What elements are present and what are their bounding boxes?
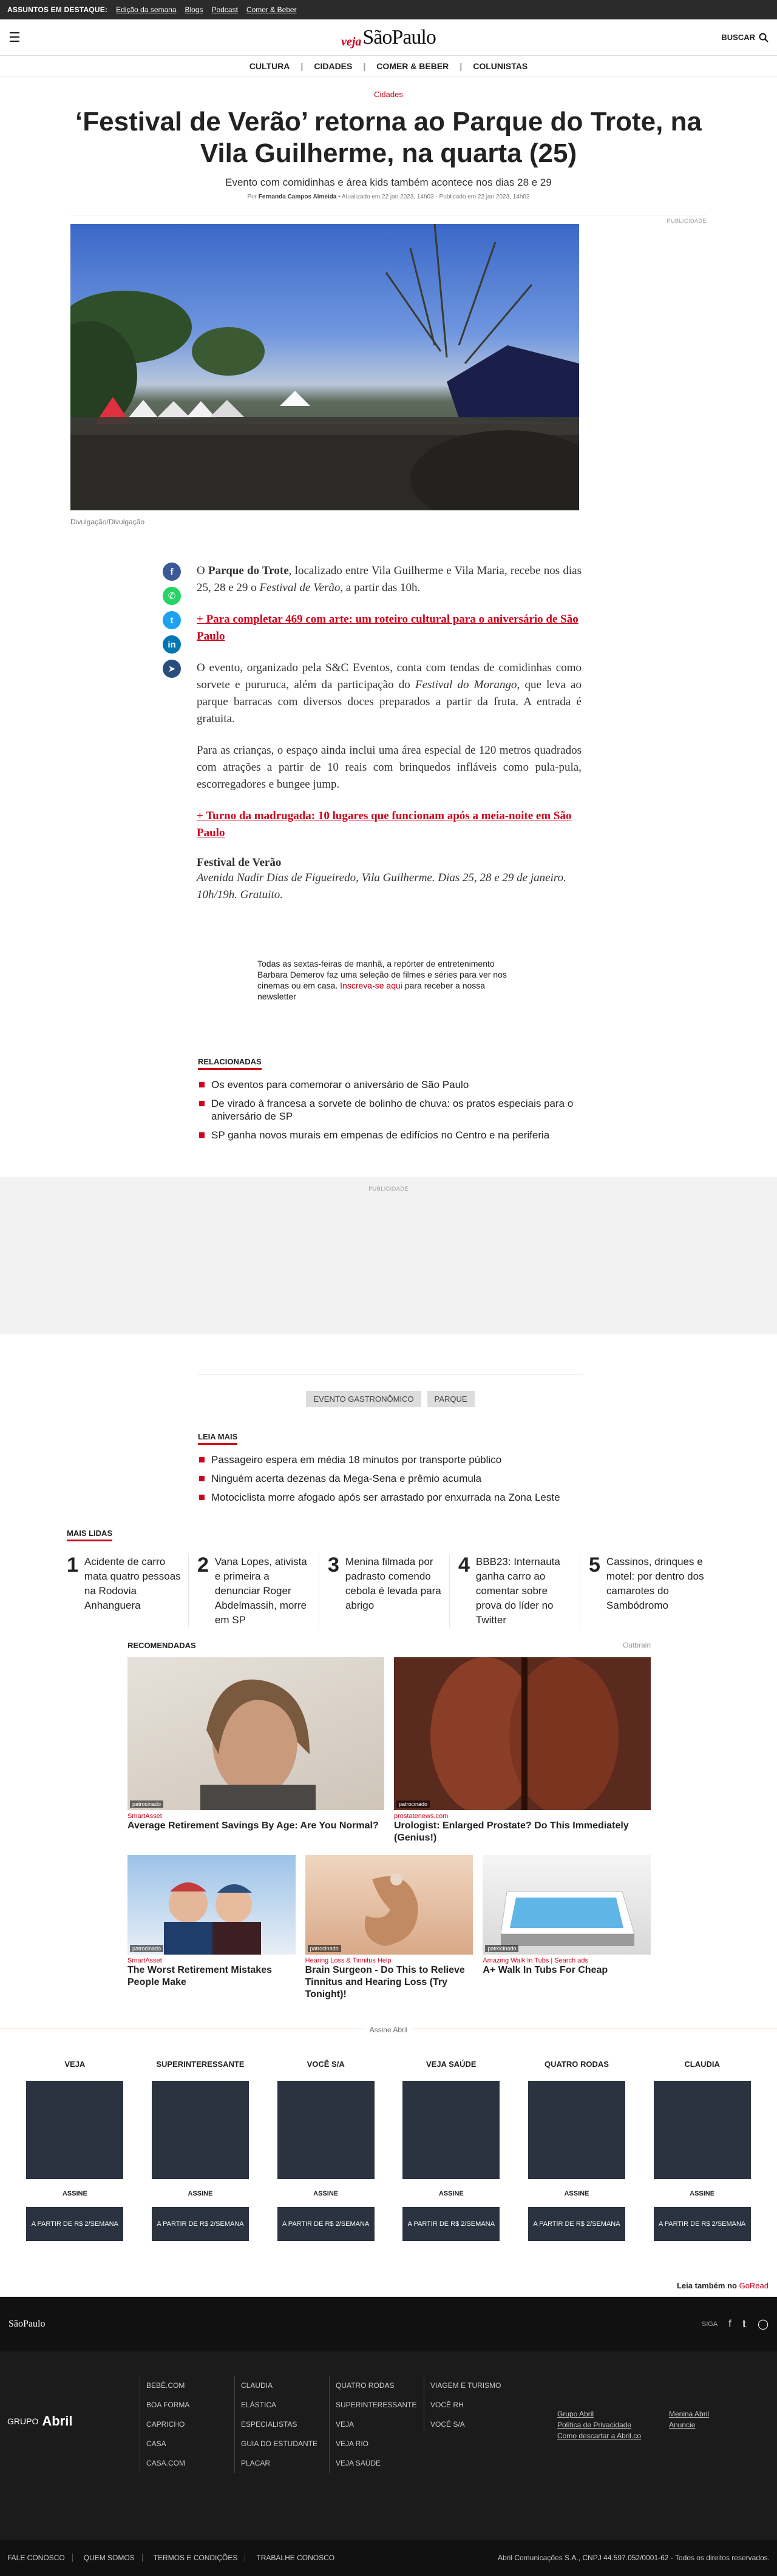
- footer-column: [424, 2376, 501, 2434]
- topbar-link[interactable]: Blogs: [185, 5, 203, 14]
- most-read-title: MAIS LIDAS: [67, 1529, 112, 1541]
- footer-link[interactable]: VEJA RIO: [329, 2434, 416, 2453]
- topbar: [0, 0, 777, 19]
- footer-links: [0, 2351, 777, 2540]
- related-title: RELACIONADAS: [198, 1057, 262, 1070]
- footer-column: [329, 2376, 416, 2473]
- logo-saopaulo: SãoPaulo: [362, 25, 436, 49]
- recommended-source: Amazing Walk In Tubs | Search ads: [483, 1957, 588, 1964]
- magazine-offer: [651, 2060, 754, 2241]
- magazine-name: QUATRO RODAS: [544, 2060, 609, 2069]
- subscribe-button[interactable]: A PARTIR DE R$ 2/SEMANA: [277, 2207, 375, 2241]
- footer-link[interactable]: QUEM SOMOS: [84, 2554, 143, 2562]
- most-read-item[interactable]: 1 Acidente de carro mata quatro pessoas na Rodovia Anhanguera: [67, 1555, 189, 1628]
- leia-tambem-label: Leia também no: [676, 2281, 737, 2290]
- assine-label: ASSINE: [564, 2190, 589, 2197]
- footer-link[interactable]: CASA: [140, 2434, 189, 2453]
- grupo-abril-logo[interactable]: GRUPO Abril: [7, 2413, 73, 2429]
- most-read-section: [67, 1528, 710, 1628]
- related-inline-link[interactable]: + Para completar 469 com arte: um roteiro cultural para o aniversário de São Paulo: [197, 613, 579, 643]
- nav-item-cultura[interactable]: CULTURA: [249, 61, 290, 71]
- footer-column: [557, 2409, 641, 2441]
- event-info-body: Avenida Nadir Dias de Figueiredo, Vila Guilherme. Dias 25, 28 e 29 de janeiro. 10h/19h. Gratuito.: [197, 871, 566, 901]
- magazine-name: SUPERINTERESSANTE: [156, 2060, 245, 2069]
- ad-slot: [0, 1177, 777, 1334]
- footer-link[interactable]: CLAUDIA: [234, 2376, 317, 2395]
- ad-label: PUBLICIDADE: [368, 1186, 409, 1192]
- subscribe-button[interactable]: A PARTIR DE R$ 2/SEMANA: [152, 2207, 249, 2241]
- hamburger-menu-icon[interactable]: ☰: [8, 29, 21, 45]
- facebook-share-icon[interactable]: f: [163, 563, 181, 581]
- magazine-cover[interactable]: [152, 2081, 249, 2179]
- site-header: [0, 19, 777, 56]
- read-more-title: LEIA MAIS: [198, 1432, 237, 1445]
- instagram-icon[interactable]: ◯: [758, 2319, 769, 2330]
- related-section: [198, 1056, 583, 1141]
- topbar-link[interactable]: Comer & Beber: [246, 5, 297, 14]
- recommended-headline: A+ Walk In Tubs For Cheap: [483, 1965, 608, 1975]
- tag[interactable]: EVENTO GASTRONÔMICO: [306, 1391, 421, 1407]
- sponsored-badge: patrocinado: [396, 1800, 430, 1808]
- recommended-source: Hearing Loss & Tinnitus Help: [305, 1957, 392, 1964]
- footer-link[interactable]: Anuncie: [669, 2421, 696, 2429]
- footer-link[interactable]: ESPECIALISTAS: [234, 2415, 317, 2434]
- sponsored-badge: patrocinado: [308, 1945, 341, 1952]
- magazine-cover[interactable]: [277, 2081, 375, 2179]
- recommended-card[interactable]: [305, 1855, 473, 2001]
- footer-link[interactable]: Menina Abril: [669, 2410, 710, 2418]
- page-title: ‘Festival de Verão’ retorna ao Parque do Trote, na Vila Guilherme, na quarta (25): [75, 107, 702, 168]
- footer-link[interactable]: TERMOS E CONDIÇÕES: [154, 2554, 246, 2562]
- magazine-offer: [525, 2060, 628, 2241]
- newsletter-signup-link[interactable]: Inscreva-se aqui: [340, 981, 402, 990]
- facebook-icon[interactable]: f: [728, 2319, 731, 2329]
- recommended-card[interactable]: [483, 1855, 651, 2001]
- magazine-offers: [0, 2040, 777, 2241]
- sponsored-badge: patrocinado: [485, 1945, 518, 1952]
- tag[interactable]: PARQUE: [427, 1391, 475, 1407]
- whatsapp-share-icon[interactable]: ✆: [163, 587, 181, 605]
- recommended-headline: Urologist: Enlarged Prostate? Do This Immediately (Genius!): [394, 1820, 629, 1843]
- most-read-item[interactable]: 3 Menina filmada por padrasto comendo cebola é levada para abrigo: [328, 1555, 450, 1628]
- logo-veja: veja: [341, 35, 362, 49]
- footer-link[interactable]: CAPRICHO: [140, 2415, 189, 2434]
- magazine-name: VOCÊ S/A: [307, 2060, 345, 2069]
- sponsored-badge: patrocinado: [130, 1800, 163, 1808]
- magazine-offer: [399, 2060, 503, 2241]
- magazine-offer: [274, 2060, 378, 2241]
- byline-prefix: Por: [247, 194, 257, 200]
- twitter-share-icon[interactable]: t: [163, 611, 181, 629]
- recommended-source: SmartAsset: [127, 1813, 162, 1820]
- footer-link[interactable]: SUPERINTERESSANTE: [329, 2395, 416, 2415]
- paragraph: Para as crianças, o espaço ainda inclui uma área especial de 120 metros quadrados com atrações a partir de 10 reais com brinquedos infláveis como pula-pula, escorregadores e bungee jump.: [197, 744, 582, 791]
- search-icon: [759, 33, 769, 42]
- footer-link[interactable]: VEJA: [329, 2415, 416, 2434]
- footer-link[interactable]: TRABALHE CONOSCO: [256, 2554, 335, 2562]
- magazine-cover[interactable]: [654, 2081, 751, 2179]
- festival-photo: [70, 224, 579, 510]
- list-item[interactable]: Os eventos para comemorar o aniversário de São Paulo: [198, 1078, 583, 1091]
- footer-link[interactable]: Como descartar a Abril.co: [557, 2432, 642, 2440]
- article-body: [168, 563, 582, 904]
- read-more-section: [198, 1432, 583, 1504]
- footer-link[interactable]: BEBÊ.COM: [140, 2376, 189, 2395]
- footer-link[interactable]: FALE CONOSCO: [7, 2554, 73, 2562]
- list-item[interactable]: Passageiro espera em média 18 minutos por transporte público: [198, 1453, 583, 1466]
- article-photo: [70, 224, 579, 526]
- article-subtitle: Evento com comidinhas e área kids também acontece nos dias 28 e 29: [225, 177, 552, 188]
- list-item[interactable]: SP ganha novos murais em empenas de edifícios no Centro e na periferia: [198, 1129, 583, 1141]
- photo-caption: Divulgação/Divulgação: [70, 518, 145, 526]
- assine-label: ASSINE: [438, 2190, 464, 2197]
- list-item[interactable]: De virado à francesa a sorvete de bolinho de chuva: os pratos especiais para o aniversário de SP: [198, 1097, 583, 1123]
- newsletter-promo: Todas as sextas-feiras de manhã, a repórter de entretenimento Barbara Demerov faz uma seleção de filmes e séries para ver nos cinemas ou em casa. Inscreva-se aqui para receber a nossa newsletter: [257, 959, 507, 1001]
- footer-link[interactable]: PLACAR: [234, 2453, 317, 2473]
- footer-logo[interactable]: SãoPaulo: [8, 2319, 46, 2329]
- recommended-headline: Brain Surgeon - Do This to Relieve Tinnitus and Hearing Loss (Try Tonight)!: [305, 1965, 465, 2000]
- footer-link[interactable]: VOCÊ S/A: [424, 2415, 501, 2434]
- share-bar: [163, 563, 181, 678]
- search-label: BUSCAR: [721, 33, 755, 42]
- most-read-item[interactable]: 4 BBB23: Internauta ganha carro ao comentar sobre prova do líder no Twitter: [458, 1555, 580, 1628]
- recommended-card[interactable]: [127, 1855, 296, 2001]
- goread-logo[interactable]: GoRead: [739, 2281, 769, 2290]
- linkedin-share-icon[interactable]: in: [163, 635, 181, 654]
- topbar-link[interactable]: Podcast: [211, 5, 238, 14]
- assine-abril-label[interactable]: Assine Abril: [365, 2026, 413, 2034]
- subscribe-button[interactable]: A PARTIR DE R$ 2/SEMANA: [528, 2207, 625, 2241]
- subscribe-button[interactable]: A PARTIR DE R$ 2/SEMANA: [402, 2207, 500, 2241]
- nav-item-colunistas[interactable]: COLUNISTAS: [473, 61, 528, 71]
- footer-column: [669, 2409, 709, 2430]
- recommended-headline: Average Retirement Savings By Age: Are You Normal?: [127, 1820, 379, 1831]
- topbar-label: ASSUNTOS EM DESTAQUE:: [7, 5, 108, 14]
- footer-link[interactable]: QUATRO RODAS: [329, 2376, 416, 2395]
- magazine-name: CLAUDIA: [684, 2060, 720, 2069]
- magazine-name: VEJA: [64, 2060, 86, 2069]
- assine-label: ASSINE: [188, 2190, 213, 2197]
- park-link[interactable]: Parque do Trote: [208, 564, 289, 577]
- recommended-source: prostatenews.com: [394, 1813, 449, 1820]
- recommended-card[interactable]: [127, 1657, 384, 1844]
- most-read-item[interactable]: 2 Vana Lopes, ativista e primeira a denunciar Roger Abdelmassih, morre em SP: [197, 1555, 319, 1628]
- site-logo[interactable]: [341, 26, 436, 49]
- section-label[interactable]: Cidades: [374, 90, 403, 99]
- footer-link[interactable]: Política de Privacidade: [557, 2421, 632, 2429]
- footer-link[interactable]: GUIA DO ESTUDANTE: [234, 2434, 317, 2453]
- assine-abril-divider: [0, 2026, 777, 2040]
- footer-link[interactable]: VIAGEM E TURISMO: [424, 2376, 501, 2395]
- twitter-icon[interactable]: 𝕥: [742, 2319, 747, 2330]
- assine-label: ASSINE: [62, 2190, 87, 2197]
- telegram-share-icon[interactable]: ➤: [163, 660, 181, 678]
- recommended-card[interactable]: [394, 1657, 651, 1844]
- footer-link[interactable]: ELÁSTICA: [234, 2395, 317, 2415]
- magazine-name: VEJA SAÚDE: [426, 2060, 477, 2069]
- nav-item-comer-beber[interactable]: COMER & BEBER: [376, 61, 449, 71]
- subscribe-button[interactable]: A PARTIR DE R$ 2/SEMANA: [654, 2207, 751, 2241]
- footer-link[interactable]: BOA FORMA: [140, 2395, 189, 2415]
- paragraph: O evento, organizado pela S&C Eventos, conta com tendas de comidinhas como sorvete e pururuca, além da participação do Festival do Morango, que leva ao parque barracas com diversos doces preparados a partir da fruta. A entrada é gratuita.: [197, 661, 582, 725]
- article-header: [0, 76, 777, 200]
- outbrain-logo[interactable]: Outbrain: [622, 1641, 651, 1649]
- event-info-title: Festival de Verão: [197, 856, 282, 869]
- recommended-source: SmartAsset: [127, 1957, 162, 1964]
- footer-column: [234, 2376, 317, 2473]
- tag-list: [198, 1374, 583, 1407]
- ad-label: PUBLICIDADE: [667, 218, 707, 224]
- footer-link[interactable]: Grupo Abril: [557, 2410, 594, 2418]
- author-name[interactable]: Fernanda Campos Almeida: [258, 194, 337, 200]
- follow-label: SIGA: [701, 2321, 718, 2328]
- paragraph: O Parque do Trote, localizado entre Vila Guilherme e Vila Maria, recebe nos dias 25, 28 e 29 o Festival de Verão, a partir das 10h.: [197, 564, 582, 594]
- magazine-cover[interactable]: [26, 2081, 123, 2179]
- sponsored-badge: patrocinado: [130, 1945, 163, 1952]
- footer-top: [0, 2297, 777, 2351]
- recommended-headline: The Worst Retirement Mistakes People Make: [127, 1965, 272, 1987]
- footer-link[interactable]: VEJA SAÚDE: [329, 2453, 416, 2473]
- search-button[interactable]: [721, 33, 769, 42]
- magazine-cover[interactable]: [528, 2081, 625, 2179]
- byline: [0, 194, 777, 200]
- topbar-link[interactable]: Edição da semana: [116, 5, 177, 14]
- subscribe-button[interactable]: A PARTIR DE R$ 2/SEMANA: [26, 2207, 123, 2241]
- leia-tambem: [0, 2281, 777, 2297]
- magazine-offer: [23, 2060, 126, 2241]
- list-item[interactable]: Motociclista morre afogado após ser arrastado por enxurrada na Zona Leste: [198, 1491, 583, 1504]
- main-nav: CULTURA | CIDADES | COMER & BEBER | COLUNISTAS: [0, 56, 777, 76]
- magazine-offer: [149, 2060, 252, 2241]
- assine-label: ASSINE: [313, 2190, 339, 2197]
- most-read-item[interactable]: 5 Cassinos, drinques e motel: por dentro dos camarotes do Sambódromo: [589, 1553, 704, 1611]
- list-item[interactable]: Ninguém acerta dezenas da Mega-Sena e prêmio acumula: [198, 1472, 583, 1485]
- footer-link[interactable]: VOCÊ RH: [424, 2395, 501, 2415]
- footer-column: [140, 2376, 189, 2473]
- footer-link[interactable]: CASA.COM: [140, 2453, 189, 2473]
- article-dates: • Atualizado em 22 jan 2023, 14h03 - Publicado em 22 jan 2023, 14h02: [338, 194, 530, 200]
- magazine-cover[interactable]: [402, 2081, 500, 2179]
- assine-label: ASSINE: [690, 2190, 715, 2197]
- nav-item-cidades[interactable]: CIDADES: [314, 61, 353, 71]
- related-inline-link[interactable]: + Turno da madrugada: 10 lugares que funcionam após a meia-noite em São Paulo: [197, 810, 572, 839]
- copyright: Abril Comunicações S.A., CNPJ 44.597.052/0001-62 - Todos os direitos reservados.: [497, 2554, 770, 2562]
- footer-bottom: [0, 2540, 777, 2576]
- recommended-title: RECOMENDADAS: [127, 1641, 196, 1650]
- recommended-section: [127, 1641, 651, 2001]
